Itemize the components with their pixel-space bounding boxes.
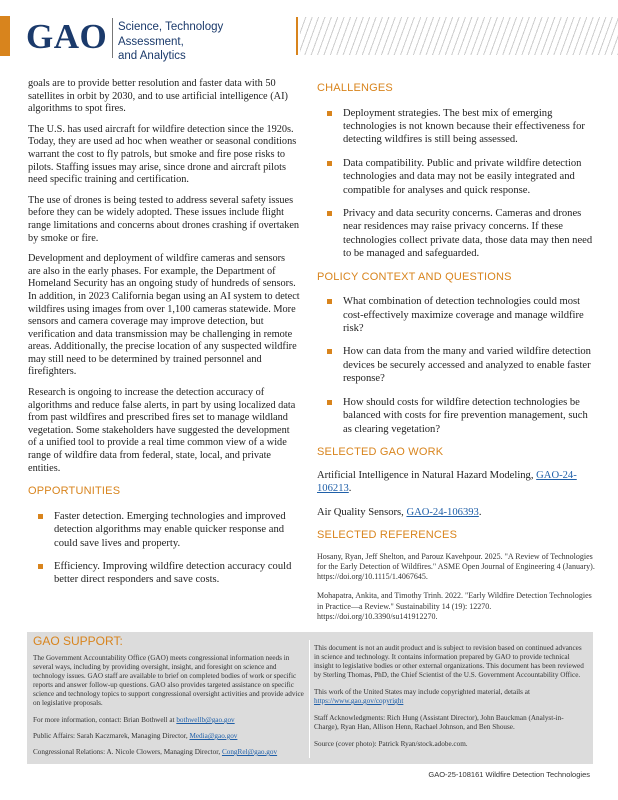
paragraph: The U.S. has used aircraft for wildfire detection since the 1920s. Today, they are used ad hoc when weather or seasonal conditions warrant the cost to fly patrols, but smoke and fire pose risks to pilots. Staffing issues may arise, since drone and aircraft pilots need specific training and certification. — [28, 123, 297, 186]
contact-email-link[interactable]: bothwellb@gao.gov — [176, 716, 235, 724]
work-title: Air Quality Sensors, — [317, 506, 407, 518]
header-accent-line — [296, 17, 298, 55]
list-item: Efficiency. Improving wildfire detection accuracy could better direct responders and save costs. — [28, 560, 300, 587]
contact-line — [33, 732, 305, 741]
work-item — [317, 469, 595, 496]
header-title-line1: Science, Technology Assessment, — [118, 21, 224, 48]
opportunities-list — [28, 510, 300, 587]
support-left — [33, 634, 305, 764]
copyright-line — [314, 688, 584, 706]
page-footer: GAO-25-108161 Wildfire Detection Technologies — [428, 770, 590, 779]
work-link[interactable]: GAO-24-106213 — [317, 469, 577, 495]
support-intro: The Government Accountability Office (GAO) meets congressional information needs in several ways, including by providing oversight, insight, and foresight on science and technology issues. GAO staff are available to brief on completed bodies of work or specific reports and answer follow-up questions. GAO also provides targeted assistance on specific science and technology topics to support congressional oversight activities and provide advice on legislative proposals. — [33, 654, 304, 707]
paragraph: The use of drones is being tested to address several safety issues before they can be widely adopted. These issues include flight range limitations and concerns about drones crashing if overtaken by smoke or fire. — [28, 194, 300, 244]
work-item — [317, 506, 595, 520]
work-link[interactable]: GAO-24-106393 — [406, 506, 479, 518]
paragraph: Development and deployment of wildfire cameras and sensors are also in the early phases. For example, the Department of Homeland Security has an ongoing study of hundreds of sensors. In addition, in 2023 California began using an AI system to detect wildfires using images from over 1,100 cameras statewide. More sensors and camera coverage may improve detection, but verification and data transmission may be challenging in remote areas. Additionally, the precise location of any suspected wildfire may still need to be determined by trained personnel and firefighters. — [28, 253, 300, 378]
gao-logo: GAO — [26, 17, 108, 56]
gao-support-box — [27, 632, 593, 764]
opportunities-heading: OPPORTUNITIES — [28, 485, 121, 498]
support-divider — [309, 640, 310, 758]
work-title: Artificial Intelligence in Natural Hazard Modeling, — [317, 469, 537, 481]
references-heading: SELECTED REFERENCES — [317, 529, 458, 542]
list-item: Data compatibility. Public and private wildfire detection technologies and data may not be easily integrated and compatible for analyses and quick response. — [317, 157, 595, 197]
list-item: Privacy and data security concerns. Cameras and drones near residences may raise privacy concerns. If these technologies collect private data, those data may then need to be managed and safeguarded. — [317, 207, 595, 261]
reference-item: Mohapatra, Ankita, and Timothy Trinh. 2022. "Early Wildfire Detection Technologies in Practice—a Review." Sustainability 14 (19): 12270. https://doi.org/10.3390/su141912270. — [317, 591, 592, 621]
contact-text: Public Affairs: Sarah Kaczmarek, Managing Director, — [33, 732, 190, 740]
list-item: Faster detection. Emerging technologies and improved detection algorithms may enable quicker response and could save lives and property. — [28, 510, 300, 550]
paragraph: Research is ongoing to increase the detection accuracy of algorithms and reduce false alerts, in part by using localized data from past wildfires and prescribed fires set to manage wildland vegetation. Some stakeholders have suggested the development of a unified tool to provide a real time common view of a wide range of wildfire data from federal, state, local, and private entities. — [28, 387, 296, 474]
header-hatch-pattern — [300, 17, 618, 55]
contact-line — [33, 716, 305, 725]
support-heading: GAO SUPPORT: — [33, 634, 123, 648]
logo-divider — [112, 18, 113, 58]
congrel-email-link[interactable]: CongRel@gao.gov — [221, 748, 278, 756]
reference-item: Hosany, Ryan, Jeff Shelton, and Parouz Kavehpour. 2025. "A Review of Technologies for the Early Detection of Wildfires." ASME Open Journal of Engineering 4 (January). https://doi.org/10.1115/1.4067645. — [317, 551, 595, 582]
contact-text: Congressional Relations: A. Nicole Clowers, Managing Director, — [33, 748, 222, 756]
list-item: What combination of detection technologies could most cost-effectively maximize coverage and manage wildfire risk? — [317, 295, 595, 335]
copyright-link[interactable]: https://www.gao.gov/copyright — [314, 697, 404, 705]
gao-work-heading: SELECTED GAO WORK — [317, 445, 444, 458]
header-title-line2: and Analytics — [118, 50, 186, 62]
copyright-text: This work of the United States may include copyrighted material, details at — [314, 688, 530, 696]
policy-list — [317, 295, 595, 436]
challenges-list — [317, 107, 595, 261]
header-accent-bar — [0, 16, 10, 56]
paragraph: goals are to provide better resolution and faster data with 50 satellites in orbit by 2030, and to use artificial intelligence (AI) algorithms to spot fires. — [28, 78, 288, 115]
list-item: How can data from the many and varied wildfire detection devices be securely accessed and analyzed to enable faster response? — [317, 345, 595, 385]
contact-text: For more information, contact: Brian Bothwell at — [33, 716, 177, 724]
list-item: How should costs for wildfire detection technologies be balanced with costs for fire prevention management, such as clearing vegetation? — [317, 396, 595, 436]
work-end: . — [478, 506, 482, 518]
challenges-heading: CHALLENGES — [317, 82, 393, 94]
media-email-link[interactable]: Media@gao.gov — [189, 732, 238, 740]
disclaimer-text: This document is not an audit product and is subject to revision based on continued advances in science and technology. It contains information prepared by GAO to provide technical insight to legislative bodies or other external organizations. This document has been reviewed by Sterling Thomas, PhD, the Chief Scientist of the U.S. Government Accountability Office. — [314, 644, 584, 679]
list-item: Deployment strategies. The best mix of emerging technologies is not known because their effectiveness for detecting wildfires is still being assessed. — [317, 107, 595, 147]
left-column — [28, 78, 300, 597]
work-end: . — [348, 483, 352, 495]
header-title — [118, 20, 288, 64]
support-right — [314, 644, 584, 757]
policy-heading: POLICY CONTEXT AND QUESTIONS — [317, 270, 512, 283]
photo-source: Source (cover photo): Patrick Ryan/stock.adobe.com. — [314, 740, 468, 748]
contact-line — [33, 748, 305, 757]
right-column — [317, 78, 595, 631]
staff-acknowledgments: Staff Acknowledgments: Rich Hung (Assistant Director), John Bauckman (Analyst-in-Charge), Ryan Han, Allison Henn, Rachael Johnson, and Ben Shouse. — [314, 714, 564, 731]
